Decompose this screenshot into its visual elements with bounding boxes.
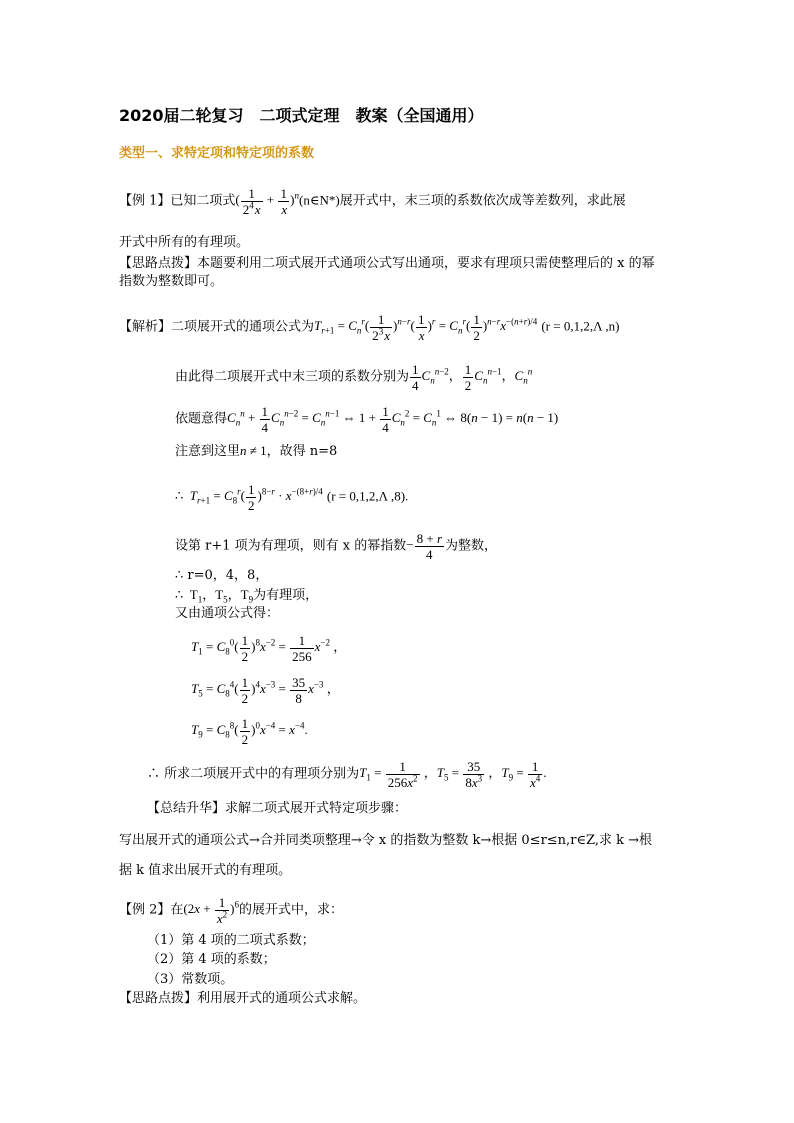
- hint1-line2: 指数为整数即可。: [119, 274, 224, 289]
- t9-line: [191, 716, 308, 747]
- example1-condition: (n∈N*): [299, 192, 340, 208]
- hint1-line1: [119, 255, 655, 273]
- t5-formula: $T_5 = C_8^4$( $\frac{1}{2}$ )$^4x^{-3}$ = $\frac{35}{8}$ $x^{-3}$ ，: [191, 675, 340, 706]
- section-heading: 类型一、求特定项和特定项的系数: [119, 146, 315, 161]
- t5-numerator: 35: [292, 675, 306, 690]
- t-general-line: [175, 482, 408, 513]
- t1-line: [191, 633, 346, 664]
- t1-denominator: 256: [292, 649, 312, 664]
- terms-formula: ∴ $T_1$，$T_5$，$T_9$: [175, 587, 254, 605]
- terms-line: [175, 586, 318, 605]
- example2-q-pre: 在: [170, 902, 184, 918]
- summary1-text: 求解二项式展开式特定项步骤：: [225, 801, 408, 816]
- coefficients-line: [175, 362, 532, 393]
- general-term-formula: $T_{r+1} = C_n^r$( $\frac{1}{2^3x}$ )$^{n-r}$( $\frac{1}{x}$ )$^r = C_n^r$( $\frac{1}{2}$ )$^{n-r}x^{-(n+r)/4}$: [314, 312, 538, 343]
- hint2-text: 利用展开式的通项公式求解。: [197, 991, 367, 1006]
- example2-question: [119, 895, 343, 926]
- rational-pre: 设第 r+1 项为有理项，则有 x 的幂指数: [175, 538, 407, 554]
- hint2-label: 【思路点拨】: [119, 991, 198, 1006]
- summary1-label: 【总结升华】: [147, 801, 226, 816]
- example1-binomial: ( $\frac{1}{2^4x}$ + $\frac{1}{x}$ )$^n$: [235, 186, 300, 217]
- example2-item-2: （2）第 4 项的系数；: [147, 952, 276, 967]
- terms-text: 为有理项，: [253, 588, 319, 603]
- hint2-line: [119, 990, 366, 1008]
- final-line: [147, 759, 547, 790]
- final-formula: $T_1$ = $\frac{1}{256x^2}$ ，$T_5$ = $\frac{35}{8x^3}$ ，$T_9$ = $\frac{1}{x^4}$ .: [359, 759, 547, 790]
- example2-item-1: （1）第 4 项的二项式系数；: [147, 933, 315, 948]
- example2-binomial: (2x + $\frac{1}{x^2}$ )$^6$: [183, 895, 240, 926]
- note-pre: 注意到这里: [175, 444, 241, 459]
- solution1-intro: 二项展开式的通项公式为: [171, 319, 315, 335]
- solution1-general-term: [119, 312, 620, 343]
- from-formula: 又由通项公式得：: [175, 606, 280, 621]
- note-post: ，故得 n=8: [266, 444, 338, 459]
- example2-label: 【例 2】: [119, 902, 171, 918]
- t-general-formula: ∴ $T_{r+1} = C_8^r$( $\frac{1}{2}$ )$^{8-r} \cdot x^{-(8+r)/4}$: [175, 482, 323, 513]
- t9-formula: $T_9 = C_8^8$( $\frac{1}{2}$ )$^0x^{-4} = x^{-4}$.: [191, 716, 308, 747]
- example1-label: 【例 1】: [119, 193, 171, 209]
- coeff-text: 由此得二项展开式中末三项的系数分别为: [175, 369, 410, 385]
- equation-formula: $C_n^n$ + $\frac{1}{4}$ $C_n^{n-2} = C_n^{n-1}$ ⇔ 1 + $\frac{1}{4}$ $C_n^2 = C_n^1$ ⇔ 8(n − 1) = n(n − 1): [227, 404, 559, 435]
- summary-steps-line1: 写出展开式的通项公式→合并同类项整理→令 x 的指数为整数 k→根据 0≤r≤n,r∈Z,求 k →根: [119, 833, 653, 848]
- summary1-line: [147, 800, 407, 818]
- note-line: [175, 442, 337, 461]
- solution1-range: (r = 0,1,2,Λ ,n): [541, 318, 620, 334]
- t-range: (r = 0,1,2,Λ ,8).: [326, 488, 409, 504]
- example1-q-line2: 开式中所有的有理项。: [119, 235, 250, 250]
- example1-q-pre: 已知二项式: [170, 193, 236, 209]
- rational-line: [175, 531, 497, 562]
- coeff-values: $\frac{1}{4}$ $C_n^{n-2}$， $\frac{1}{2}$ $C_n^{n-1}$，$C_n^n$: [412, 362, 533, 393]
- t5-line: [191, 675, 340, 706]
- example1-q-post: 展开式中，末三项的系数依次成等差数列，求此展: [339, 193, 626, 209]
- equation-line: [175, 404, 558, 435]
- final-text: ∴ 所求二项展开式中的有理项分别为: [147, 766, 360, 782]
- example2-q-post: 的展开式中，求：: [239, 902, 344, 918]
- hint1-label: 【思路点拨】: [119, 256, 198, 271]
- example2-item-3: （3）常数项。: [147, 972, 234, 987]
- t1-formula: $T_1 = C_8^0$( $\frac{1}{2}$ )$^8x^{-2}$ = $\frac{1}{256}$ $x^{-2}$ ，: [191, 633, 347, 664]
- solution1-label: 【解析】: [119, 319, 172, 335]
- note-formula: n ≠ 1: [240, 443, 267, 458]
- doc-title: 2020届二轮复习 二项式定理 教案（全国通用）: [119, 106, 484, 125]
- rational-exponent: − $\frac{8 + r}{4}$: [406, 531, 442, 562]
- example1-question: [119, 186, 626, 217]
- summary-steps-line2: 据 k 值求出展开式的有理项。: [119, 863, 292, 878]
- r-values: ∴ r=0，4，8，: [175, 568, 269, 583]
- rational-post: 为整数，: [445, 538, 498, 554]
- hint1-text: 本题要利用二项式展开式通项公式写出通项，要求有理项只需使整理后的 x 的幂: [197, 256, 655, 271]
- eq-text: 依题意得: [175, 411, 228, 427]
